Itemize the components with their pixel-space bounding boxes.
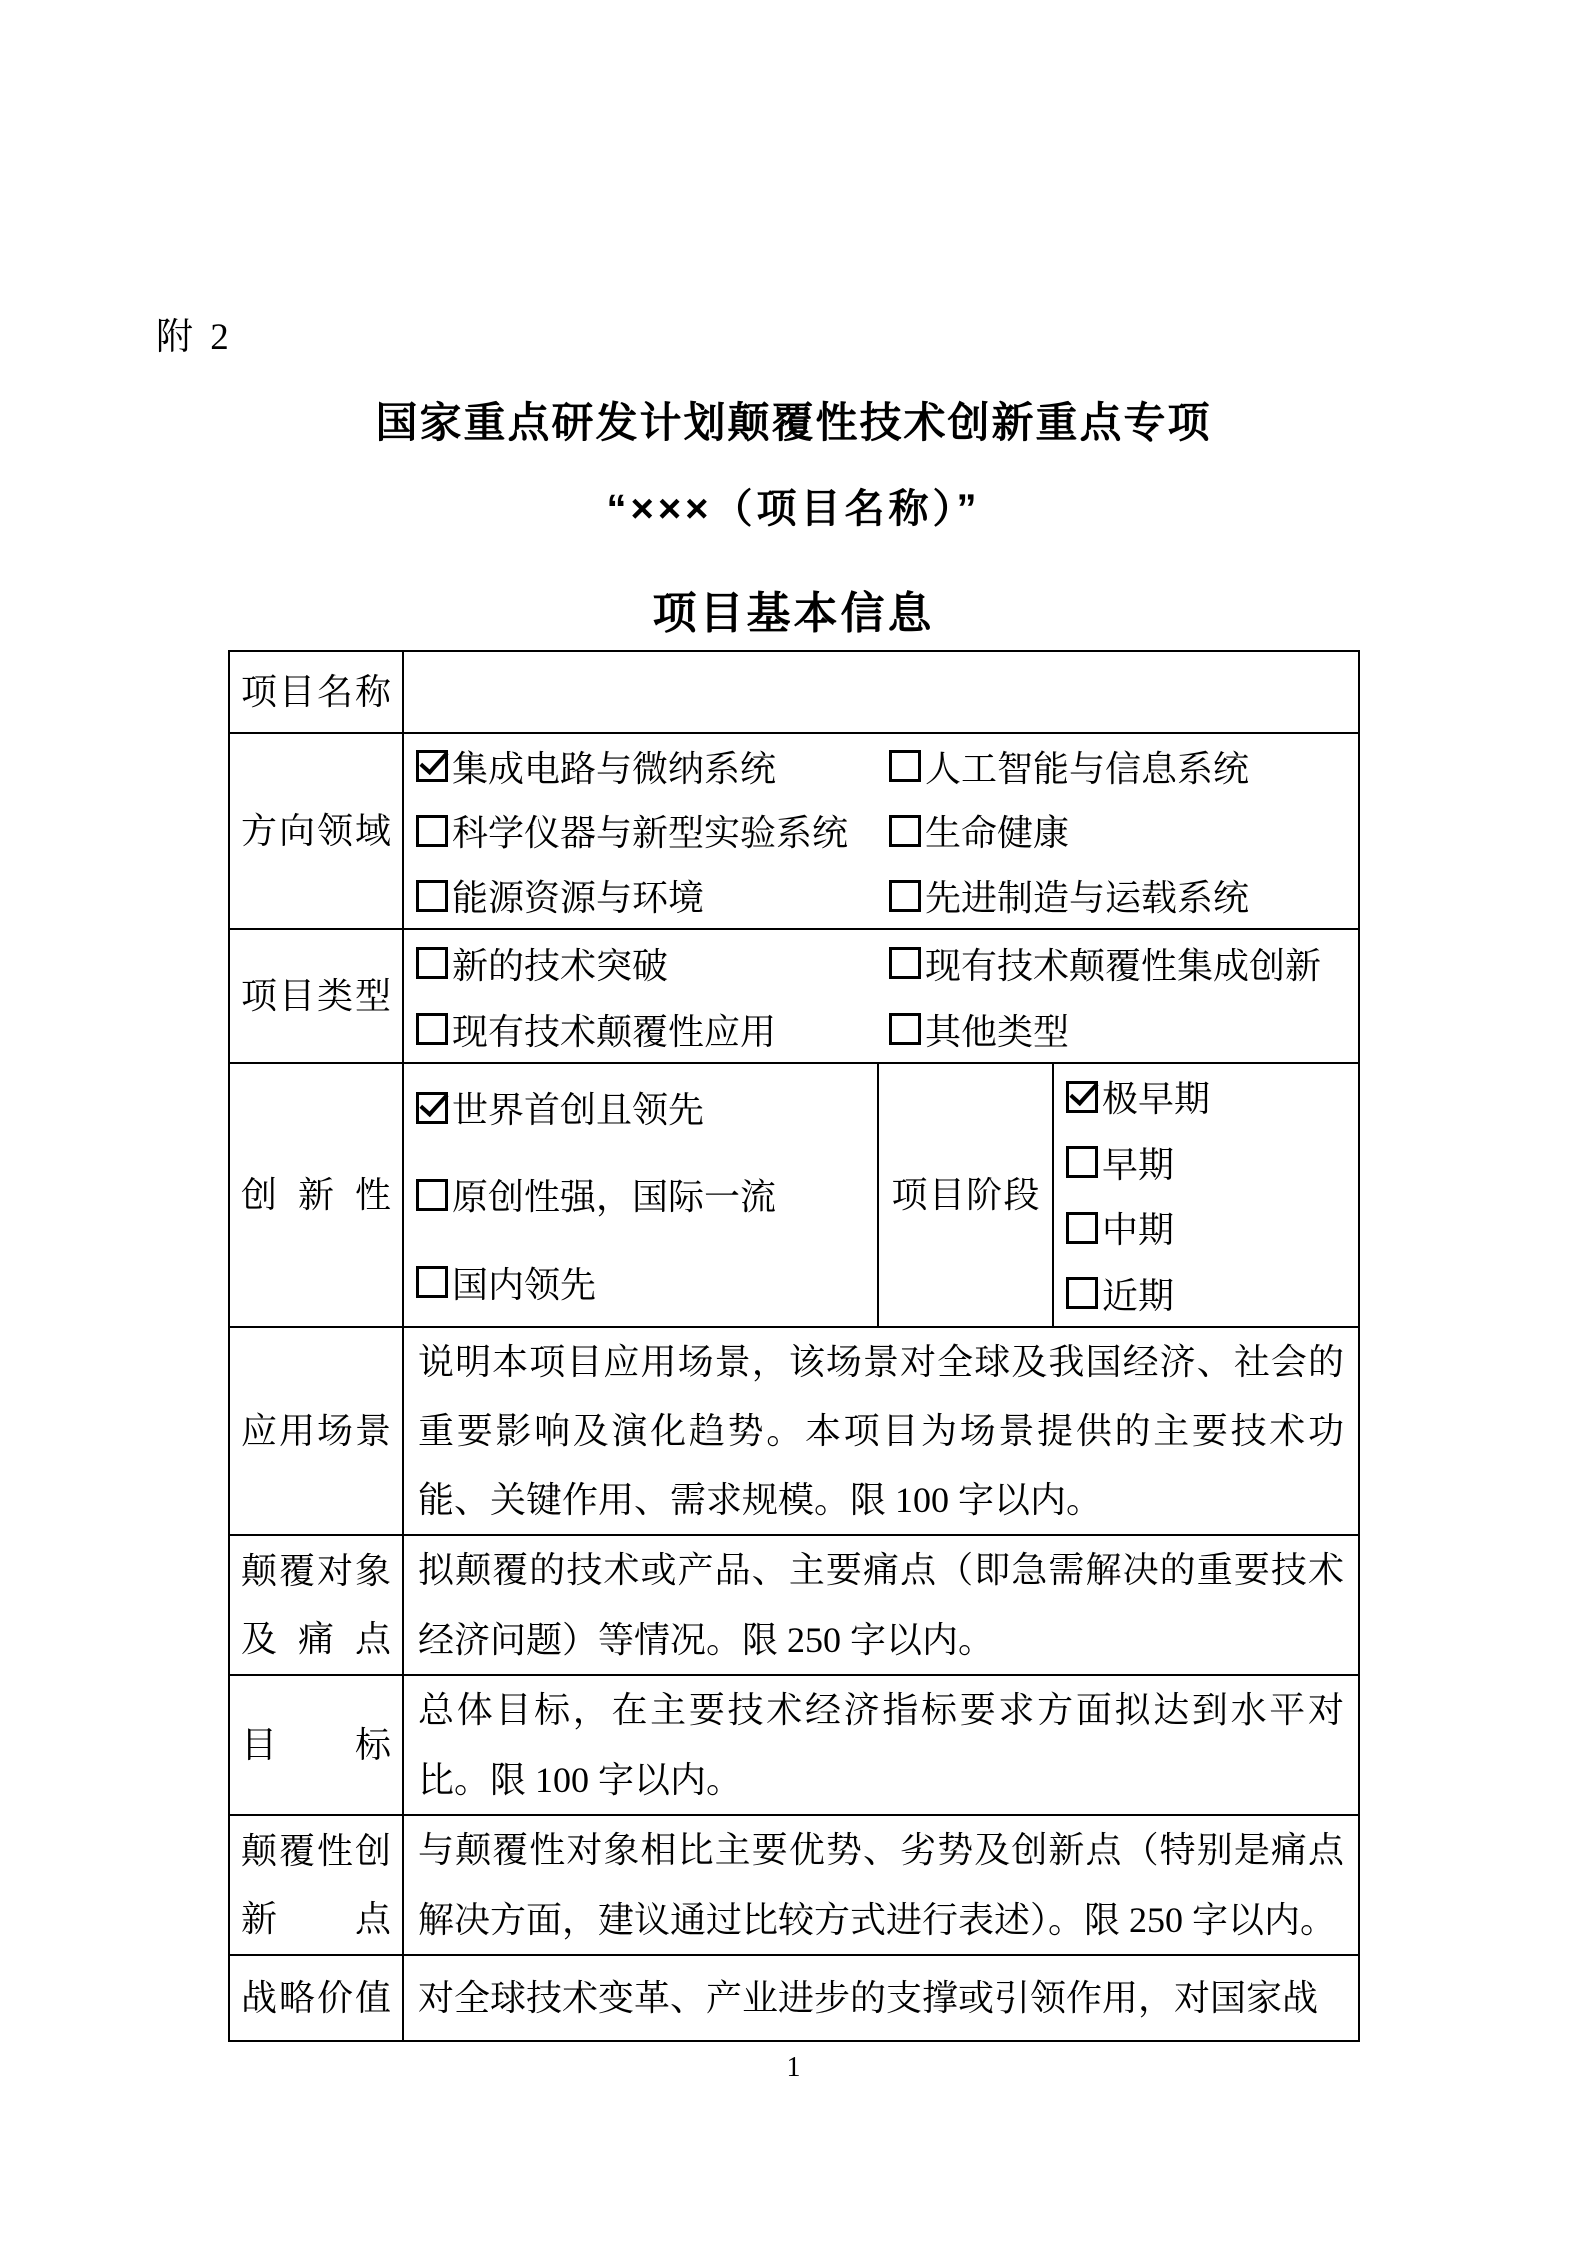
checkbox-icon[interactable] bbox=[889, 947, 921, 979]
option-label: 极早期 bbox=[1102, 1079, 1211, 1120]
option-innovation-2 bbox=[416, 1259, 877, 1305]
option-label: 国内领先 bbox=[452, 1264, 597, 1305]
project-type-label-cell bbox=[230, 930, 402, 1062]
project-type-options-cell bbox=[402, 930, 1358, 1062]
application-scenario-label: 应用场景 bbox=[241, 1410, 391, 1451]
stage-label: 项目阶段 bbox=[891, 1174, 1040, 1215]
attachment-label: 附 2 bbox=[156, 317, 233, 358]
option-label: 早期 bbox=[1102, 1144, 1175, 1185]
checkbox-icon[interactable] bbox=[1066, 1212, 1098, 1244]
option-label: 能源资源与环境 bbox=[452, 878, 705, 919]
disruptive-innovation-text-cell bbox=[402, 1816, 1358, 1954]
option-stage-1 bbox=[1066, 1139, 1358, 1185]
innovation-label-cell bbox=[230, 1064, 402, 1326]
option-direction-2 bbox=[416, 808, 889, 854]
row-innovation bbox=[230, 1062, 1358, 1326]
project-name-label-cell bbox=[230, 652, 402, 732]
goal-label: 目标 bbox=[241, 1724, 391, 1765]
option-direction-4 bbox=[416, 873, 889, 919]
row-disruptive-innovation bbox=[230, 1814, 1358, 1954]
checkbox-icon[interactable] bbox=[889, 750, 921, 782]
disruption-target-label: 颠覆对象及痛点 bbox=[241, 1550, 391, 1659]
project-name-value-field[interactable] bbox=[402, 652, 1358, 732]
disruption-target-text: 拟颠覆的技术或产品、主要痛点（即急需解决的重要技术经济问题）等情况。限 250 字以内。 bbox=[418, 1550, 1344, 1660]
checkbox-icon[interactable] bbox=[889, 815, 921, 847]
option-stage-3 bbox=[1066, 1270, 1358, 1316]
row-project-type bbox=[230, 928, 1358, 1062]
project-name-label: 项目名称 bbox=[241, 671, 391, 712]
option-label: 世界首创且领先 bbox=[452, 1090, 705, 1131]
goal-text-cell bbox=[402, 1676, 1358, 1814]
checkbox-icon[interactable] bbox=[1066, 1146, 1098, 1178]
row-disruption-target bbox=[230, 1534, 1358, 1674]
checkbox-icon[interactable] bbox=[1066, 1277, 1098, 1309]
project-type-label: 项目类型 bbox=[241, 975, 391, 1016]
option-innovation-0 bbox=[416, 1085, 877, 1131]
option-innovation-1 bbox=[416, 1172, 877, 1218]
application-scenario-label-cell bbox=[230, 1328, 402, 1534]
checkbox-icon[interactable] bbox=[1066, 1081, 1098, 1113]
section-heading: 项目基本信息 bbox=[652, 589, 935, 638]
option-label: 现有技术颠覆性集成创新 bbox=[925, 945, 1322, 986]
option-label: 生命健康 bbox=[925, 813, 1070, 854]
stage-options-cell bbox=[1052, 1064, 1358, 1326]
disruptive-innovation-text: 与颠覆性对象相比主要优势、劣势及创新点（特别是痛点解决方面，建议通过比较方式进行表述）。限 250 字以内。 bbox=[418, 1830, 1344, 1940]
strategic-value-text-cell bbox=[402, 1956, 1358, 2040]
option-label: 原创性强，国际一流 bbox=[452, 1177, 777, 1218]
option-type-3 bbox=[889, 1006, 1358, 1052]
option-direction-3 bbox=[889, 808, 1358, 854]
doc-subtitle: “×××（项目名称）” bbox=[606, 487, 981, 531]
option-type-2 bbox=[416, 1006, 889, 1052]
stage-label-cell bbox=[877, 1064, 1052, 1326]
option-direction-1 bbox=[889, 743, 1358, 789]
row-strategic-value bbox=[230, 1954, 1358, 2040]
direction-label: 方向领域 bbox=[241, 810, 391, 851]
direction-label-cell bbox=[230, 734, 402, 928]
option-label: 中期 bbox=[1102, 1210, 1175, 1251]
checkbox-icon[interactable] bbox=[416, 815, 448, 847]
checkbox-icon[interactable] bbox=[416, 947, 448, 979]
disruptive-innovation-label: 颠覆性创新点 bbox=[241, 1830, 391, 1939]
option-type-0 bbox=[416, 940, 889, 986]
row-goal bbox=[230, 1674, 1358, 1814]
strategic-value-label: 战略价值 bbox=[241, 1977, 391, 2018]
goal-text: 总体目标，在主要技术经济指标要求方面拟达到水平对比。限 100 字以内。 bbox=[418, 1690, 1344, 1800]
option-stage-0 bbox=[1066, 1074, 1358, 1120]
checkbox-icon[interactable] bbox=[416, 1266, 448, 1298]
option-label: 人工智能与信息系统 bbox=[925, 748, 1250, 789]
option-label: 新的技术突破 bbox=[452, 945, 669, 986]
doc-title: 国家重点研发计划颠覆性技术创新重点专项 bbox=[375, 399, 1212, 446]
checkbox-icon[interactable] bbox=[416, 880, 448, 912]
option-label: 现有技术颠覆性应用 bbox=[452, 1011, 777, 1052]
page-number: 1 bbox=[786, 2052, 801, 2083]
option-type-1 bbox=[889, 940, 1358, 986]
row-direction bbox=[230, 732, 1358, 928]
disruptive-innovation-label-cell bbox=[230, 1816, 402, 1954]
application-scenario-text-cell bbox=[402, 1328, 1358, 1534]
disruption-target-label-cell bbox=[230, 1536, 402, 1674]
option-label: 集成电路与微纳系统 bbox=[452, 748, 777, 789]
disruption-target-text-cell bbox=[402, 1536, 1358, 1674]
checkbox-icon[interactable] bbox=[889, 1013, 921, 1045]
direction-options-cell bbox=[402, 734, 1358, 928]
option-label: 其他类型 bbox=[925, 1011, 1070, 1052]
project-info-table bbox=[228, 650, 1360, 2042]
option-label: 先进制造与运载系统 bbox=[925, 878, 1250, 919]
checkbox-icon[interactable] bbox=[416, 1092, 448, 1124]
checkbox-icon[interactable] bbox=[416, 1013, 448, 1045]
application-scenario-text: 说明本项目应用场景，该场景对全球及我国经济、社会的重要影响及演化趋势。本项目为场景提供的主要技术功能、关键作用、需求规模。限 100 字以内。 bbox=[418, 1341, 1344, 1520]
option-stage-2 bbox=[1066, 1205, 1358, 1251]
option-label: 近期 bbox=[1102, 1275, 1175, 1316]
row-application-scenario bbox=[230, 1326, 1358, 1534]
strategic-value-label-cell bbox=[230, 1956, 402, 2040]
checkbox-icon[interactable] bbox=[416, 1179, 448, 1211]
goal-label-cell bbox=[230, 1676, 402, 1814]
row-project-name bbox=[230, 652, 1358, 732]
option-direction-0 bbox=[416, 743, 889, 789]
option-direction-5 bbox=[889, 873, 1358, 919]
checkbox-icon[interactable] bbox=[889, 880, 921, 912]
option-label: 科学仪器与新型实验系统 bbox=[452, 813, 849, 854]
checkbox-icon[interactable] bbox=[416, 750, 448, 782]
innovation-options-cell bbox=[402, 1064, 877, 1326]
strategic-value-text: 对全球技术变革、产业进步的支撑或引领作用，对国家战 bbox=[418, 1978, 1319, 2018]
innovation-label: 创新性 bbox=[241, 1174, 391, 1215]
